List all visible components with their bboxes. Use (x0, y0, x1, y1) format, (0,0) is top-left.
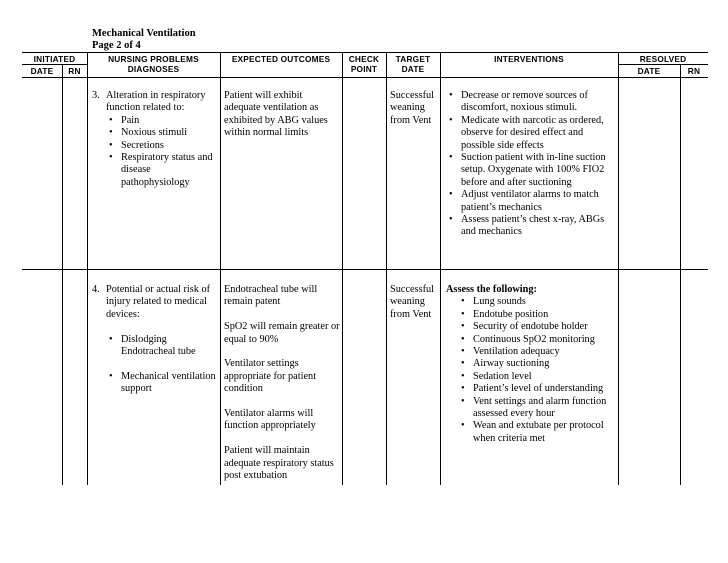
list-item: • Continuous SpO2 monitoring (458, 334, 618, 346)
list-item: • Pain (106, 115, 218, 127)
page-indicator: Page 2 of 4 (92, 40, 141, 51)
header-resolved: RESOLVED (639, 54, 687, 64)
list-item: • Respiratory status and disease pathophysiology (106, 152, 218, 189)
list-item: • Patient’s level of understanding (458, 383, 618, 395)
header-resolved-date: DATE (637, 66, 661, 76)
document-title: Mechanical Ventilation (92, 28, 196, 39)
header-resolved-rn: RN (687, 66, 701, 76)
list-item: • Adjust ventilator alarms to match patient’s mechanics (446, 189, 616, 214)
row-3-target: Successful weaning from Vent (390, 90, 435, 126)
list-item: • Airway suctioning (458, 358, 618, 370)
list-item: • Decrease or remove sources of discomfort, noxious stimuli. (446, 90, 616, 115)
list-item: • Suction patient with in-line suction setup. Oxygenate with 100% FIO2 before and after suctioning (446, 152, 616, 189)
interventions-heading: Assess the following: (446, 284, 537, 295)
header-expected-outcomes: EXPECTED OUTCOMES (231, 54, 331, 64)
header-check-point: CHECK POINT (348, 54, 380, 74)
header-nursing-problems: NURSING PROBLEMS DIAGNOSES (108, 54, 199, 74)
list-item: • Medicate with narcotic as ordered, observe for desired effect and possible side effects (446, 115, 616, 152)
list-item: • Security of endotube holder (458, 321, 618, 333)
header-initiated: INITIATED (33, 54, 76, 64)
list-item: • Ventilation adequacy (458, 346, 618, 358)
header-target-date: TARGET DATE (395, 54, 431, 74)
row-3-problem: 3. Alteration in respiratory function related to: • Pain • Noxious stimuli • Secretions • Respiratory status and disease pathophysiology (92, 90, 218, 189)
header-rn: RN (68, 66, 81, 76)
row-3-outcomes: Patient will exhibit adequate ventilation as exhibited by ABG values within normal limits (224, 90, 328, 139)
row-4-problem: 4. Potential or actual risk of injury related to medical devices: • Dislodging Endotracheal tube • Mechanical ventilation support (92, 284, 218, 396)
list-item: • Vent settings and alarm function assessed every hour (458, 396, 618, 421)
list-item: • Noxious stimuli (106, 127, 218, 139)
row-4-target: Successful weaning from Vent (390, 284, 435, 320)
list-item: • Assess patient’s chest x-ray, ABGs and mechanics (446, 214, 616, 239)
row-4-interventions (446, 284, 618, 445)
list-item: • Lung sounds (458, 296, 618, 308)
list-item: • Dislodging Endotracheal tube (106, 334, 218, 359)
list-item: • Endotube position (458, 309, 618, 321)
list-item: • Wean and extubate per protocol when criteria met (458, 420, 618, 445)
list-item: • Mechanical ventilation support (106, 371, 218, 396)
list-item: • Sedation level (458, 371, 618, 383)
header-date: DATE (30, 66, 54, 76)
list-item: • Secretions (106, 140, 218, 152)
row-3-interventions (444, 90, 616, 239)
row-4-outcomes: Endotracheal tube will remain patent SpO2 will remain greater or equal to 90% Ventilator settings appropriate for patient condition Ventilator alarms will function appropriately Patient will maintain adequate respiratory status post extubation (224, 284, 340, 482)
header-interventions: INTERVENTIONS (494, 54, 564, 64)
